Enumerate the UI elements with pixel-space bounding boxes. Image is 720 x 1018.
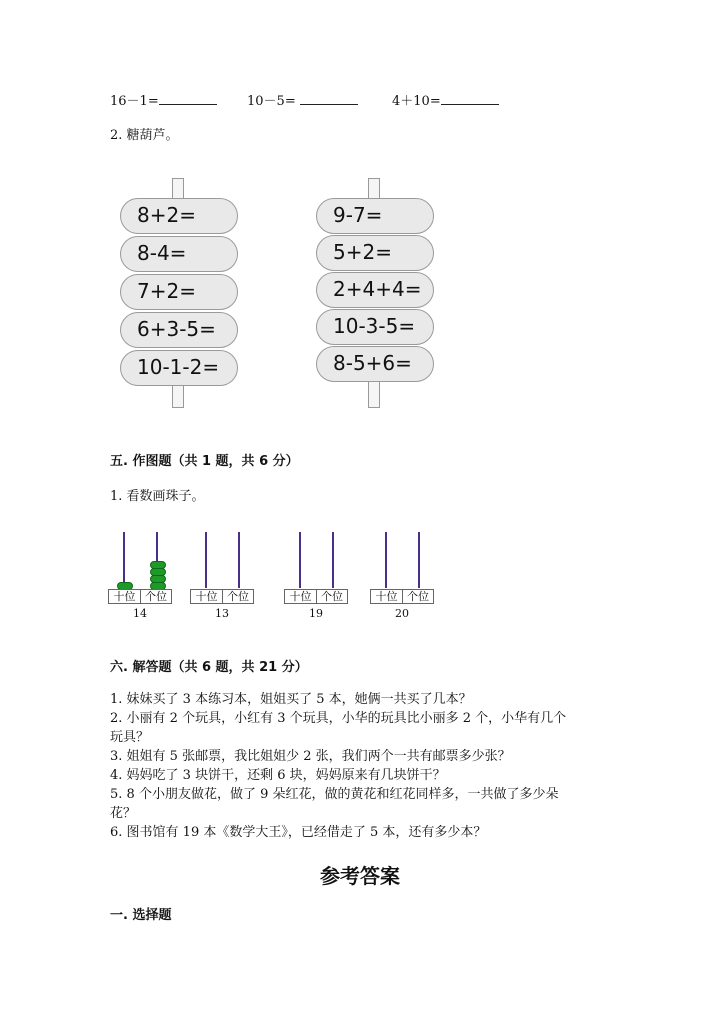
question-5: 5. 8 个小朋友做花，做了 9 朵红花，做的黄花和红花同样多，一共做了多少朵 [110, 787, 559, 802]
answer-title: 参考答案 [320, 864, 400, 888]
abacus-number: 13 [215, 607, 229, 620]
ones-label: 个位 [402, 589, 434, 604]
answer-blank[interactable] [300, 92, 358, 105]
ones-label: 个位 [222, 589, 254, 604]
answer-blank[interactable] [441, 92, 499, 105]
abacus-4 [370, 532, 434, 622]
bead [150, 568, 166, 576]
ball-left-3: 7+2= [120, 274, 238, 310]
section6-questions [110, 690, 610, 842]
answer-blank[interactable] [159, 92, 217, 105]
ball-right-3: 2+4+4= [316, 272, 434, 308]
ball-right-4: 10-3-5= [316, 309, 434, 345]
question-2: 2. 小丽有 2 个玩具，小红有 3 个玩具，小华的玩具比小丽多 2 个，小华有几个 [110, 711, 567, 726]
rod-tens [385, 532, 387, 588]
rod-ones [238, 532, 240, 588]
rod-tens [205, 532, 207, 588]
bead [150, 561, 166, 569]
bead [150, 575, 166, 583]
section5-question: 1. 看数画珠子。 [110, 489, 205, 504]
ball-left-5: 10-1-2= [120, 350, 238, 386]
ones-label: 个位 [140, 589, 172, 604]
equation-3-text: 4＋10= [392, 94, 441, 109]
equation-2-text: 10－5= [247, 94, 296, 109]
ball-right-1: 9-7= [316, 198, 434, 234]
rod-tens [299, 532, 301, 588]
tanghulu-right [316, 178, 436, 410]
section5-heading: 五. 作图题（共 1 题，共 6 分） [110, 454, 299, 469]
ball-left-2: 8-4= [120, 236, 238, 272]
equation-1 [110, 90, 217, 109]
abacus-number: 19 [309, 607, 323, 620]
tanghulu-left [120, 178, 240, 410]
tens-label: 十位 [190, 589, 223, 604]
tanghulu-label: 2. 糖葫芦。 [110, 128, 179, 143]
abacus-number: 14 [133, 607, 147, 620]
equation-2 [247, 90, 358, 109]
abacus-2 [190, 532, 254, 622]
rod-tens [123, 532, 125, 588]
abacus-3 [284, 532, 348, 622]
question-4: 4. 妈妈吃了 3 块饼干，还剩 6 块，妈妈原来有几块饼干？ [110, 768, 446, 783]
stick-bottom [368, 378, 380, 408]
ball-right-5: 8-5+6= [316, 346, 434, 382]
question-6: 6. 图书馆有 19 本《数学大王》，已经借走了 5 本，还有多少本？ [110, 825, 487, 840]
question-5-cont: 花？ [110, 806, 137, 821]
tens-label: 十位 [370, 589, 403, 604]
ones-label: 个位 [316, 589, 348, 604]
ball-right-2: 5+2= [316, 235, 434, 271]
abacus-1 [108, 532, 172, 622]
ball-left-4: 6+3-5= [120, 312, 238, 348]
rod-ones [332, 532, 334, 588]
rod-ones [418, 532, 420, 588]
question-1: 1. 妹妹买了 3 本练习本，姐姐买了 5 本，她俩一共买了几本？ [110, 692, 472, 707]
equation-3 [392, 90, 499, 109]
tens-label: 十位 [108, 589, 141, 604]
equation-1-text: 16－1= [110, 94, 159, 109]
question-2-cont: 玩具？ [110, 730, 150, 745]
tens-label: 十位 [284, 589, 317, 604]
abacus-number: 20 [395, 607, 409, 620]
ball-left-1: 8+2= [120, 198, 238, 234]
question-3: 3. 姐姐有 5 张邮票，我比姐姐少 2 张，我们两个一共有邮票多少张？ [110, 749, 511, 764]
answer-section1-heading: 一. 选择题 [110, 908, 172, 923]
section6-heading: 六. 解答题（共 6 题，共 21 分） [110, 660, 308, 675]
